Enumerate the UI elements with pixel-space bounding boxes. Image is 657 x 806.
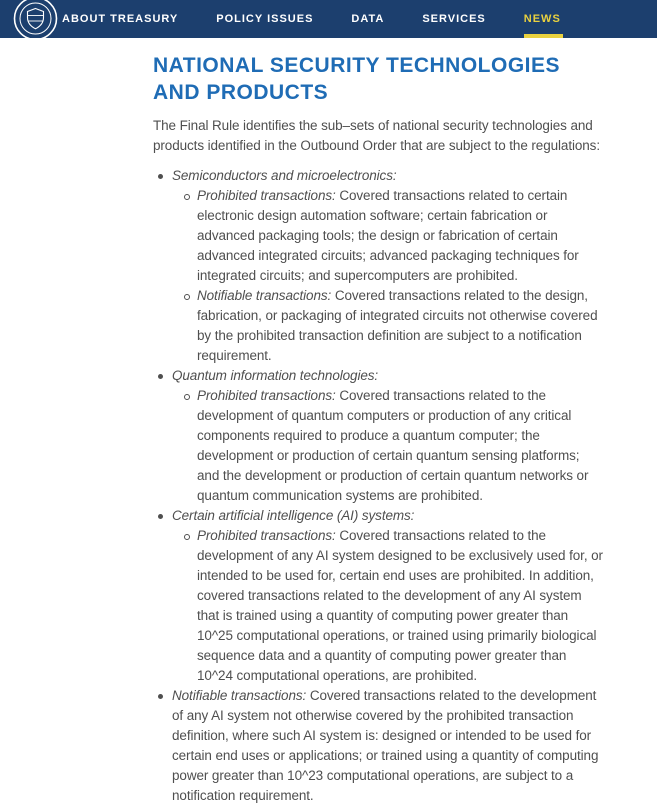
list-item-prohibited: [172, 526, 605, 686]
list-item-text: Covered transactions related to the development of any AI system not otherwise covered by the prohibited transaction definition, where such AI system is: designed or intended to be used for certain end uses or applications; or trained using a quantity of computing power greater than 10^23 computational operations, are subject to a notification requirement.: [172, 688, 599, 803]
primary-nav: [62, 0, 561, 38]
technology-list: [153, 166, 605, 806]
list-item-quantum: [153, 366, 605, 506]
list-item-lead: Quantum information technologies:: [172, 368, 379, 383]
list-item-text: Covered transactions related to the development of any AI system designed to be exclusively used for, or intended to be used for, certain end uses are prohibited. In addition, covered transactions related to the development of any AI system that is trained using a quantity of computing power greater than 10^25 computational operations, or trained using primarily biological sequence data and a quantity of computing power greater than 10^24 computational operations, are prohibited.: [197, 528, 603, 683]
intro-paragraph: The Final Rule identifies the sub–sets of national security technologies and products identified in the Outbound Order that are subject to the regulations:: [153, 118, 600, 153]
list-item-lead: Prohibited transactions:: [197, 188, 336, 203]
top-navigation-bar: [0, 0, 657, 38]
list-item-semiconductors: [153, 166, 605, 366]
list-item-lead: Prohibited transactions:: [197, 388, 336, 403]
quantum-sublist: [172, 386, 605, 506]
list-item-text: Covered transactions related to the development of quantum computers or production of any critical components required to produce a quantum computer; the development or production of certain quantum sensing platforms; and the development or production of certain quantum networks or quantum communication systems are prohibited.: [197, 388, 589, 503]
list-item-lead: Certain artificial intelligence (AI) systems:: [172, 508, 415, 523]
list-item-notifiable: [172, 286, 605, 366]
nav-item-data[interactable]: DATA: [351, 13, 385, 25]
list-item-prohibited: [172, 386, 605, 506]
list-item-ai-systems: [153, 506, 605, 686]
nav-item-news[interactable]: NEWS: [524, 0, 561, 38]
nav-item-about-treasury[interactable]: ABOUT TREASURY: [62, 13, 179, 25]
nav-item-services[interactable]: SERVICES: [422, 13, 486, 25]
list-item-lead: Semiconductors and microelectronics:: [172, 168, 397, 183]
ai-sublist: [172, 526, 605, 686]
treasury-seal-icon[interactable]: [13, 0, 58, 38]
list-item-text: Covered transactions related to certain electronic design automation software; certain fabrication or advanced packaging tools; the design or fabrication of certain advanced integrated circuits; advanced packaging techniques for integrated circuits; and supercomputers are prohibited.: [197, 188, 579, 283]
list-item-notifiable-ai: [153, 686, 605, 806]
article-content: [153, 38, 605, 806]
list-item-prohibited: [172, 186, 605, 286]
page-title: NATIONAL SECURITY TECHNOLOGIES AND PRODUCTS: [153, 54, 561, 104]
list-item-lead: Notifiable transactions:: [197, 288, 332, 303]
list-item-lead: Notifiable transactions:: [172, 688, 307, 703]
list-item-lead: Prohibited transactions:: [197, 528, 336, 543]
nav-item-policy-issues[interactable]: POLICY ISSUES: [216, 13, 314, 25]
list-item-text: Covered transactions related to the design, fabrication, or packaging of integrated circuits not otherwise covered by the prohibited transaction definition are subject to a notification requirement.: [197, 288, 598, 363]
semiconductors-sublist: [172, 186, 605, 366]
